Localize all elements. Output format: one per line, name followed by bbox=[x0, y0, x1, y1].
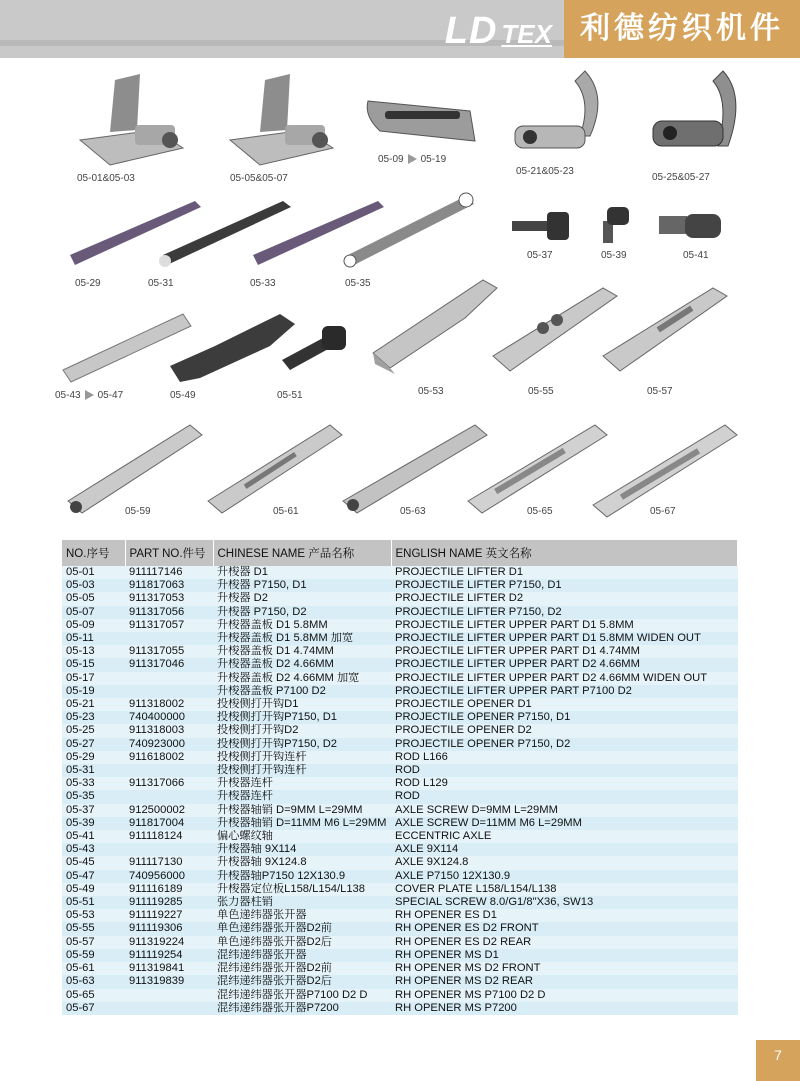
cell-english-name: RH OPENER MS D2 REAR bbox=[391, 975, 738, 988]
table-row bbox=[62, 870, 738, 883]
cell-no: 05-65 bbox=[62, 989, 125, 1002]
cell-english-name: PROJECTILE OPENER D1 bbox=[391, 698, 738, 711]
label-05-39: 05-39 bbox=[601, 250, 627, 261]
cell-chinese-name: 混纬递纬器张开器D2前 bbox=[213, 962, 391, 975]
cell-no: 05-07 bbox=[62, 606, 125, 619]
rh-opener-es-d2-rear-image bbox=[595, 276, 735, 386]
cell-part-no: 911318002 bbox=[125, 698, 213, 711]
cell-no: 05-11 bbox=[62, 632, 125, 645]
cell-english-name: PROJECTILE OPENER P7150, D1 bbox=[391, 711, 738, 724]
cell-chinese-name: 混纬递纬器张开器 bbox=[213, 949, 391, 962]
table-row bbox=[62, 922, 738, 935]
table-row bbox=[62, 1002, 738, 1015]
cell-part-no bbox=[125, 632, 213, 645]
table-row bbox=[62, 909, 738, 922]
cell-english-name: PROJECTILE LIFTER UPPER PART D1 4.74MM bbox=[391, 645, 738, 658]
range-arrow-icon bbox=[85, 390, 94, 400]
cell-chinese-name: 张力器柱销 bbox=[213, 896, 391, 909]
cell-no: 05-17 bbox=[62, 672, 125, 685]
col-header-part-no: PART NO.件号 bbox=[125, 540, 213, 566]
cell-english-name: ROD L166 bbox=[391, 751, 738, 764]
cell-no: 05-57 bbox=[62, 936, 125, 949]
cell-english-name: PROJECTILE OPENER P7150, D2 bbox=[391, 738, 738, 751]
cell-english-name: ROD bbox=[391, 790, 738, 803]
table-row bbox=[62, 817, 738, 830]
table-row bbox=[62, 843, 738, 856]
table-header-row bbox=[62, 540, 738, 566]
cell-no: 05-09 bbox=[62, 619, 125, 632]
table-row bbox=[62, 975, 738, 988]
cell-chinese-name: 升梭器盖板 D2 4.66MM 加宽 bbox=[213, 672, 391, 685]
cell-english-name: AXLE SCREW D=11MM M6 L=29MM bbox=[391, 817, 738, 830]
cell-no: 05-47 bbox=[62, 870, 125, 883]
cell-english-name: AXLE SCREW D=9MM L=29MM bbox=[391, 804, 738, 817]
cell-chinese-name: 投梭侧打开钩D1 bbox=[213, 698, 391, 711]
table-row bbox=[62, 566, 738, 579]
cell-english-name: RH OPENER MS D1 bbox=[391, 949, 738, 962]
cell-english-name: PROJECTILE LIFTER UPPER PART P7100 D2 bbox=[391, 685, 738, 698]
cell-no: 05-39 bbox=[62, 817, 125, 830]
cell-part-no: 911319224 bbox=[125, 936, 213, 949]
cell-english-name: PROJECTILE LIFTER D2 bbox=[391, 592, 738, 605]
cell-no: 05-01 bbox=[62, 566, 125, 579]
label-05-65: 05-65 bbox=[527, 506, 553, 517]
cell-part-no bbox=[125, 843, 213, 856]
axle-screw-d11-image bbox=[595, 203, 640, 248]
cell-chinese-name: 投梭侧打开钩连杆 bbox=[213, 751, 391, 764]
table-row bbox=[62, 619, 738, 632]
cell-english-name: PROJECTILE LIFTER P7150, D1 bbox=[391, 579, 738, 592]
label-05-67: 05-67 bbox=[650, 506, 676, 517]
table-row bbox=[62, 632, 738, 645]
table-row bbox=[62, 804, 738, 817]
table-row bbox=[62, 896, 738, 909]
label-05-51: 05-51 bbox=[277, 390, 303, 401]
table-row bbox=[62, 883, 738, 896]
cell-chinese-name: 投梭侧打开钩连杆 bbox=[213, 764, 391, 777]
cell-no: 05-19 bbox=[62, 685, 125, 698]
table-body bbox=[62, 566, 738, 1015]
cell-chinese-name: 单色递纬器张开器D2前 bbox=[213, 922, 391, 935]
projectile-lifter-d2-image bbox=[215, 70, 340, 175]
cell-chinese-name: 升梭器盖板 D1 4.74MM bbox=[213, 645, 391, 658]
projectile-opener-d1-image bbox=[510, 66, 610, 166]
rod-bent-image bbox=[338, 188, 478, 273]
cell-chinese-name: 单色递纬器张开器D2后 bbox=[213, 936, 391, 949]
cell-part-no: 911317056 bbox=[125, 606, 213, 619]
cell-english-name: ROD bbox=[391, 764, 738, 777]
label-05-33: 05-33 bbox=[250, 278, 276, 289]
cell-part-no: 911117130 bbox=[125, 856, 213, 869]
table-row bbox=[62, 698, 738, 711]
table-row bbox=[62, 989, 738, 1002]
cell-chinese-name: 升梭器连杆 bbox=[213, 790, 391, 803]
cell-no: 05-49 bbox=[62, 883, 125, 896]
cell-part-no: 911318003 bbox=[125, 724, 213, 737]
projectile-lifter-d1-image bbox=[65, 70, 190, 175]
cell-no: 05-45 bbox=[62, 856, 125, 869]
brand-chinese-name: 利德纺织机件 bbox=[564, 0, 800, 58]
cell-chinese-name: 投梭侧打开钩P7150, D1 bbox=[213, 711, 391, 724]
label-05-41: 05-41 bbox=[683, 250, 709, 261]
cell-english-name: PROJECTILE LIFTER D1 bbox=[391, 566, 738, 579]
cell-part-no: 911119306 bbox=[125, 922, 213, 935]
cell-chinese-name: 偏心螺纹轴 bbox=[213, 830, 391, 843]
cell-chinese-name: 升梭器 D1 bbox=[213, 566, 391, 579]
brand-tex: TEX bbox=[501, 19, 552, 49]
cell-part-no: 911119227 bbox=[125, 909, 213, 922]
table-row bbox=[62, 777, 738, 790]
table-row bbox=[62, 724, 738, 737]
table-row bbox=[62, 962, 738, 975]
cell-chinese-name: 投梭侧打开钩D2 bbox=[213, 724, 391, 737]
table-row bbox=[62, 672, 738, 685]
label-05-31: 05-31 bbox=[148, 278, 174, 289]
cell-no: 05-29 bbox=[62, 751, 125, 764]
label-05-63: 05-63 bbox=[400, 506, 426, 517]
cell-chinese-name: 混纬递纬器张开器P7200 bbox=[213, 1002, 391, 1015]
cell-no: 05-63 bbox=[62, 975, 125, 988]
label-05-29: 05-29 bbox=[75, 278, 101, 289]
cell-part-no: 911319839 bbox=[125, 975, 213, 988]
table-row bbox=[62, 606, 738, 619]
parts-table bbox=[62, 540, 738, 1015]
label-05-55: 05-55 bbox=[528, 386, 554, 397]
label-05-09-start: 05-09 bbox=[378, 154, 404, 165]
table-row bbox=[62, 949, 738, 962]
cell-no: 05-61 bbox=[62, 962, 125, 975]
cell-part-no bbox=[125, 672, 213, 685]
cell-chinese-name: 混纬递纬器张开器D2后 bbox=[213, 975, 391, 988]
label-05-25: 05-25&05-27 bbox=[652, 172, 710, 183]
parts-gallery bbox=[40, 58, 760, 528]
cell-no: 05-41 bbox=[62, 830, 125, 843]
label-05-35: 05-35 bbox=[345, 278, 371, 289]
label-05-01: 05-01&05-03 bbox=[77, 173, 135, 184]
cell-no: 05-05 bbox=[62, 592, 125, 605]
cell-english-name: PROJECTILE LIFTER UPPER PART D2 4.66MM bbox=[391, 658, 738, 671]
label-05-57: 05-57 bbox=[647, 386, 673, 397]
cell-english-name: COVER PLATE L158/L154/L138 bbox=[391, 883, 738, 896]
cell-chinese-name: 升梭器定位板L158/L154/L138 bbox=[213, 883, 391, 896]
cell-part-no: 740923000 bbox=[125, 738, 213, 751]
cell-chinese-name: 升梭器盖板 D2 4.66MM bbox=[213, 658, 391, 671]
table-row bbox=[62, 645, 738, 658]
table-row bbox=[62, 738, 738, 751]
special-screw-image bbox=[278, 320, 353, 375]
range-arrow-icon bbox=[408, 154, 417, 164]
label-05-37: 05-37 bbox=[527, 250, 553, 261]
cell-part-no: 911119285 bbox=[125, 896, 213, 909]
cell-chinese-name: 升梭器 D2 bbox=[213, 592, 391, 605]
cell-part-no bbox=[125, 790, 213, 803]
cell-chinese-name: 单色递纬器张开器 bbox=[213, 909, 391, 922]
cell-english-name: RH OPENER ES D2 REAR bbox=[391, 936, 738, 949]
cell-part-no: 911817063 bbox=[125, 579, 213, 592]
cell-english-name: RH OPENER MS P7100 D2 D bbox=[391, 989, 738, 1002]
rh-opener-es-d1-image bbox=[365, 268, 505, 383]
cell-no: 05-43 bbox=[62, 843, 125, 856]
cell-part-no: 911317057 bbox=[125, 619, 213, 632]
cell-part-no bbox=[125, 1002, 213, 1015]
cell-chinese-name: 升梭器轴销 D=11MM M6 L=29MM bbox=[213, 817, 391, 830]
cell-part-no bbox=[125, 989, 213, 1002]
label-05-09 bbox=[378, 154, 446, 165]
cell-no: 05-35 bbox=[62, 790, 125, 803]
cell-english-name: ECCENTRIC AXLE bbox=[391, 830, 738, 843]
cell-no: 05-27 bbox=[62, 738, 125, 751]
cell-no: 05-67 bbox=[62, 1002, 125, 1015]
cell-english-name: PROJECTILE OPENER D2 bbox=[391, 724, 738, 737]
cell-part-no: 911618002 bbox=[125, 751, 213, 764]
table-row bbox=[62, 579, 738, 592]
cell-english-name: PROJECTILE LIFTER UPPER PART D1 5.8MM bbox=[391, 619, 738, 632]
cell-no: 05-31 bbox=[62, 764, 125, 777]
cell-no: 05-13 bbox=[62, 645, 125, 658]
table-row bbox=[62, 790, 738, 803]
cell-no: 05-53 bbox=[62, 909, 125, 922]
cell-chinese-name: 升梭器盖板 D1 5.8MM 加宽 bbox=[213, 632, 391, 645]
label-05-43-start: 05-43 bbox=[55, 390, 81, 401]
cell-part-no: 911319841 bbox=[125, 962, 213, 975]
cell-chinese-name: 升梭器轴 9X124.8 bbox=[213, 856, 391, 869]
cell-part-no: 911817004 bbox=[125, 817, 213, 830]
table-row bbox=[62, 711, 738, 724]
cell-chinese-name: 升梭器 P7150, D1 bbox=[213, 579, 391, 592]
cell-no: 05-03 bbox=[62, 579, 125, 592]
cell-english-name: AXLE 9X124.8 bbox=[391, 856, 738, 869]
cell-chinese-name: 升梭器轴 9X114 bbox=[213, 843, 391, 856]
cell-chinese-name: 升梭器轴P7150 12X130.9 bbox=[213, 870, 391, 883]
cell-english-name: AXLE 9X114 bbox=[391, 843, 738, 856]
cell-part-no: 912500002 bbox=[125, 804, 213, 817]
cell-no: 05-23 bbox=[62, 711, 125, 724]
cell-english-name: RH OPENER MS P7200 bbox=[391, 1002, 738, 1015]
table-row bbox=[62, 830, 738, 843]
cell-chinese-name: 升梭器盖板 P7100 D2 bbox=[213, 685, 391, 698]
cell-part-no: 911119254 bbox=[125, 949, 213, 962]
cell-chinese-name: 投梭侧打开钩P7150, D2 bbox=[213, 738, 391, 751]
cell-english-name: PROJECTILE LIFTER UPPER PART D1 5.8MM WIDEN OUT bbox=[391, 632, 738, 645]
label-05-59: 05-59 bbox=[125, 506, 151, 517]
eccentric-axle-image bbox=[657, 206, 727, 246]
axle-screw-d9-image bbox=[510, 206, 575, 246]
col-header-english-name: ENGLISH NAME 英文名称 bbox=[391, 540, 738, 566]
cell-part-no: 740956000 bbox=[125, 870, 213, 883]
cell-no: 05-59 bbox=[62, 949, 125, 962]
cell-part-no: 911317053 bbox=[125, 592, 213, 605]
cell-part-no bbox=[125, 764, 213, 777]
label-05-21: 05-21&05-23 bbox=[516, 166, 574, 177]
cell-part-no: 911116189 bbox=[125, 883, 213, 896]
cell-no: 05-25 bbox=[62, 724, 125, 737]
label-05-49: 05-49 bbox=[170, 390, 196, 401]
cell-chinese-name: 升梭器 P7150, D2 bbox=[213, 606, 391, 619]
cell-chinese-name: 升梭器盖板 D1 5.8MM bbox=[213, 619, 391, 632]
cell-no: 05-15 bbox=[62, 658, 125, 671]
cell-no: 05-33 bbox=[62, 777, 125, 790]
label-05-53: 05-53 bbox=[418, 386, 444, 397]
label-05-19-end: 05-19 bbox=[420, 154, 447, 165]
cell-english-name: AXLE P7150 12X130.9 bbox=[391, 870, 738, 883]
cell-part-no: 911317066 bbox=[125, 777, 213, 790]
table-row bbox=[62, 856, 738, 869]
cell-part-no: 911317055 bbox=[125, 645, 213, 658]
cell-part-no: 911118124 bbox=[125, 830, 213, 843]
cell-english-name: ROD L129 bbox=[391, 777, 738, 790]
table-row bbox=[62, 764, 738, 777]
cell-english-name: PROJECTILE LIFTER P7150, D2 bbox=[391, 606, 738, 619]
cell-english-name: PROJECTILE LIFTER UPPER PART D2 4.66MM WIDEN OUT bbox=[391, 672, 738, 685]
table-row bbox=[62, 751, 738, 764]
projectile-opener-d2-image bbox=[648, 66, 748, 176]
brand-ld: LD bbox=[444, 10, 498, 52]
cell-no: 05-51 bbox=[62, 896, 125, 909]
cell-part-no bbox=[125, 685, 213, 698]
cell-english-name: RH OPENER ES D2 FRONT bbox=[391, 922, 738, 935]
cell-no: 05-21 bbox=[62, 698, 125, 711]
cell-english-name: RH OPENER MS D2 FRONT bbox=[391, 962, 738, 975]
cell-no: 05-55 bbox=[62, 922, 125, 935]
table-row bbox=[62, 658, 738, 671]
table-row bbox=[62, 592, 738, 605]
cell-no: 05-37 bbox=[62, 804, 125, 817]
table-row bbox=[62, 685, 738, 698]
cell-chinese-name: 升梭器轴销 D=9MM L=29MM bbox=[213, 804, 391, 817]
cell-chinese-name: 混纬递纬器张开器P7100 D2 D bbox=[213, 989, 391, 1002]
cell-part-no: 740400000 bbox=[125, 711, 213, 724]
cell-part-no: 911117146 bbox=[125, 566, 213, 579]
table-row bbox=[62, 936, 738, 949]
lifter-upper-part-image bbox=[360, 86, 480, 156]
cell-part-no: 911317046 bbox=[125, 658, 213, 671]
cell-english-name: SPECIAL SCREW 8.0/G1/8"X36, SW13 bbox=[391, 896, 738, 909]
label-05-43 bbox=[55, 390, 123, 401]
label-05-61: 05-61 bbox=[273, 506, 299, 517]
page-number: 7 bbox=[756, 1040, 800, 1081]
col-header-no: NO.序号 bbox=[62, 540, 125, 566]
col-header-chinese-name: CHINESE NAME 产品名称 bbox=[213, 540, 391, 566]
cell-english-name: RH OPENER ES D1 bbox=[391, 909, 738, 922]
label-05-05: 05-05&05-07 bbox=[230, 173, 288, 184]
brand-logo bbox=[445, 10, 552, 53]
label-05-47-end: 05-47 bbox=[97, 390, 124, 401]
cell-chinese-name: 升梭器连杆 bbox=[213, 777, 391, 790]
